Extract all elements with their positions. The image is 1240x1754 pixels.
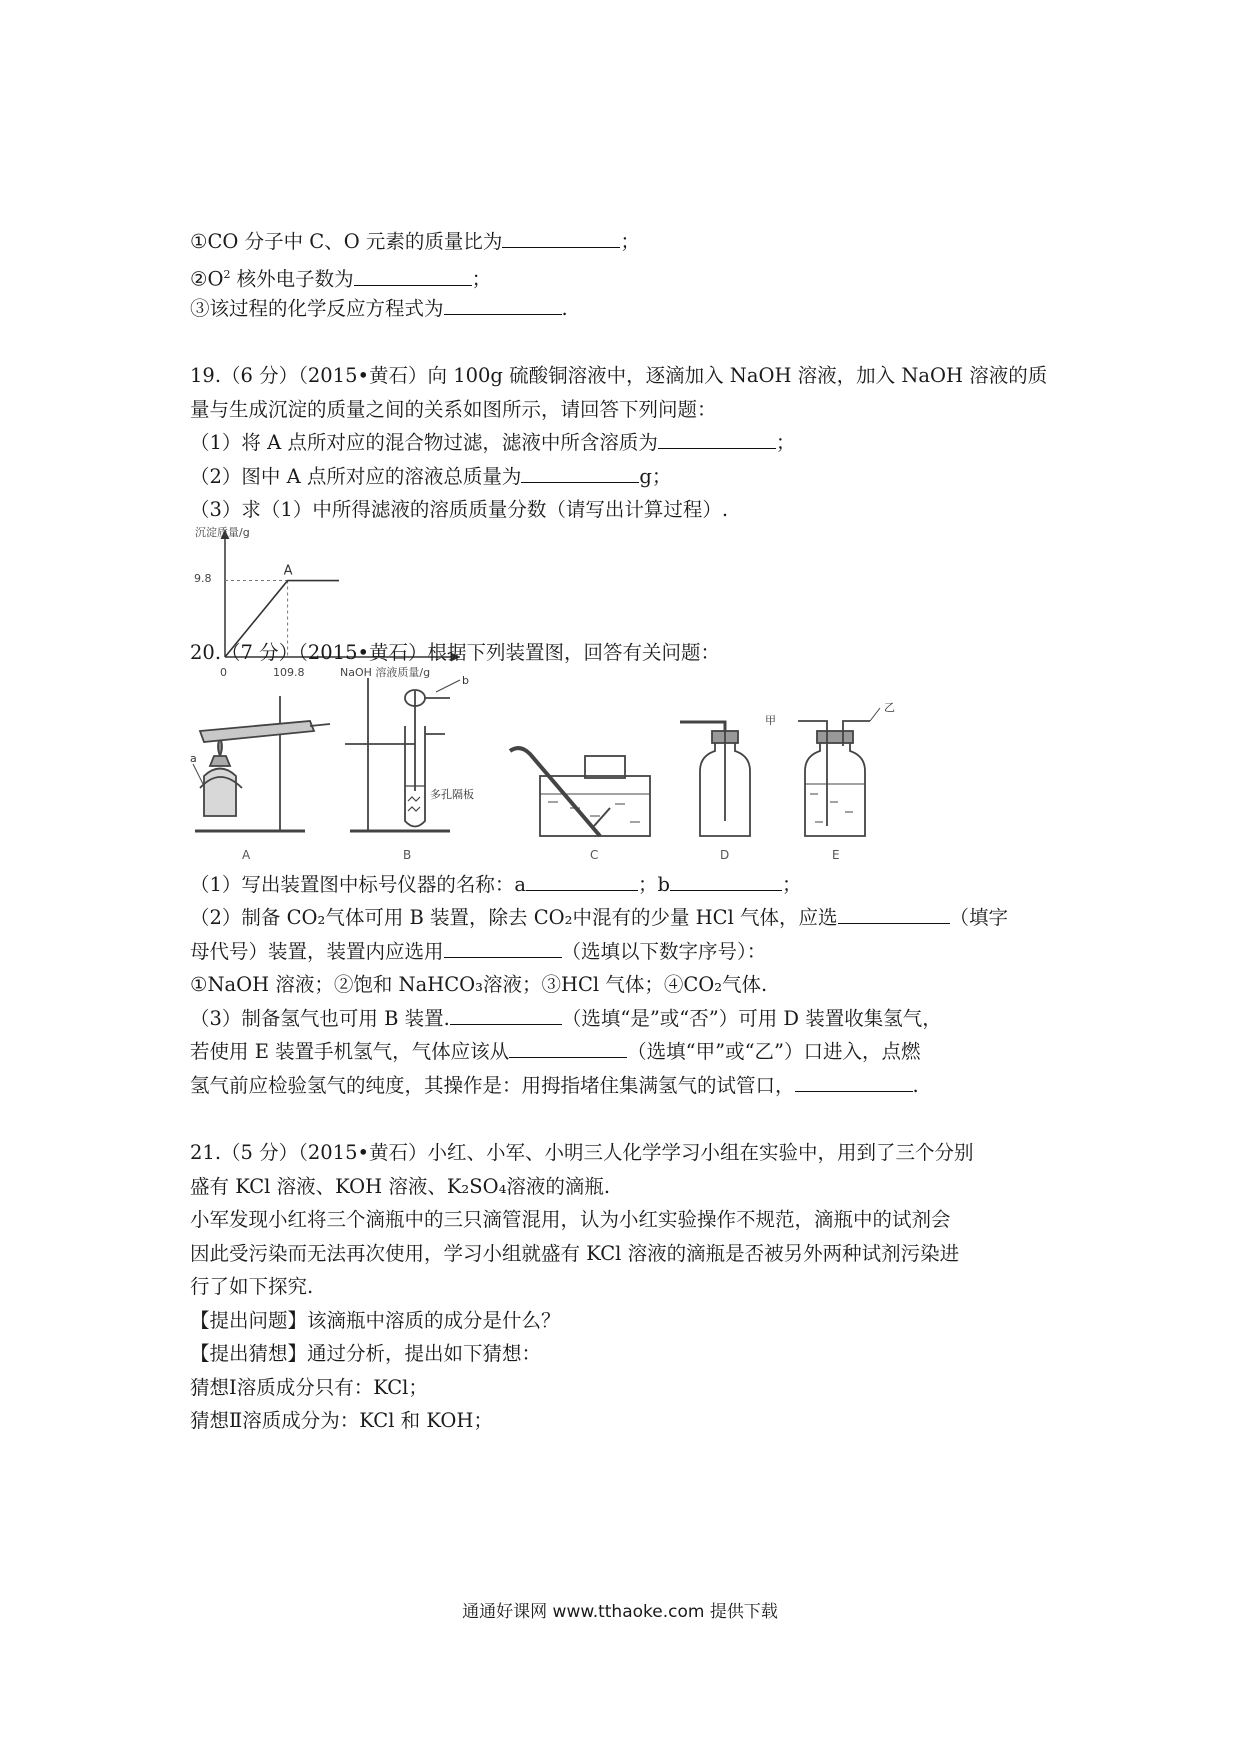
answer-blank[interactable] [502, 227, 620, 248]
label-plate: 多孔隔板 [430, 788, 474, 801]
q19-stem-line-1: 19.（6 分）（2015•黄石）向 100g 硫酸铜溶液中，逐滴加入 NaOH 溶液，加入 NaOH 溶液的质 [190, 364, 1048, 387]
answer-blank[interactable] [444, 294, 562, 315]
answer-blank[interactable] [354, 265, 472, 286]
q21-line-4: 因此受污染而无法再次使用，学习小组就盛有 KCl 溶液的滴瓶是否被另外两种试剂污染进 [190, 1242, 960, 1265]
q21-line-7: 【提出猜想】通过分析，提出如下猜想： [190, 1342, 542, 1365]
apparatus-label-e: E [832, 848, 840, 862]
answer-blank[interactable] [444, 937, 562, 958]
apparatus-e [798, 708, 880, 836]
apparatus-label-b: B [403, 848, 412, 862]
answer-blank[interactable] [658, 428, 776, 449]
q19-part-1: （1）将 A 点所对应的混合物过滤，滤液中所含溶质为 ； [190, 428, 795, 458]
q18-item-1: ①CO 分子中 C、O 元素的质量比为 ； [190, 227, 640, 257]
q19-part-2: （2）图中 A 点所对应的溶液总质量为 g； [190, 462, 671, 492]
q20-part-2-options: ①NaOH 溶液；②饱和 NaHCO₃溶液；③HCl 气体；④CO₂气体. [190, 973, 768, 996]
q20-stem: 20.（7 分）（2015•黄石）根据下列装置图，回答有关问题： [190, 641, 720, 664]
q18-item-2: $②O^2$ 核外电子数为 ； [190, 260, 491, 295]
q19-part-3: （3）求（1）中所得滤液的溶质质量分数（请写出计算过程）. [190, 498, 729, 521]
apparatus-label-a: A [242, 848, 251, 862]
apparatus-label-c: C [590, 848, 599, 862]
answer-blank[interactable] [795, 1071, 913, 1092]
q18-item-3: ③该过程的化学反应方程式为 . [190, 294, 568, 324]
x-tick-label: 109.8 [273, 666, 305, 679]
apparatus-a [193, 696, 330, 831]
q21-line-1: 21.（5 分）（2015•黄石）小红、小军、小明三人化学学习小组在实验中，用到了三个分别 [190, 1141, 974, 1164]
q20-part-1: （1）写出装置图中标号仪器的名称：a ；b ； [190, 870, 802, 900]
q20-part-3-line-3: 氢气前应检验氢气的纯度，其操作是：用拇指堵住集满氢气的试管口， . [190, 1071, 919, 1101]
q20-part-2-line-2: 母代号）装置，装置内应选用 （选填以下数字序号）： [190, 937, 766, 967]
apparatus-d [680, 722, 750, 836]
q21-line-8: 猜想Ⅰ溶质成分只有：KCl； [190, 1376, 428, 1399]
label-yi: 乙 [884, 701, 895, 714]
apparatus-b [345, 678, 460, 831]
x-tick-origin: 0 [220, 666, 227, 679]
y-axis-label: 沉淀质量/g [195, 526, 250, 539]
q20-part-2-line-1: （2）制备 CO₂气体可用 B 装置，除去 CO₂中混有的少量 HCl 气体，应选 （填字 [190, 903, 1008, 933]
q21-line-5: 行了如下探究. [190, 1275, 314, 1298]
q20-part-3-line-2: 若使用 E 装置手机氢气，气体应该从 （选填“甲”或“乙”）口进入，点燃 [190, 1037, 921, 1067]
x-axis-label: NaOH 溶液质量/g [340, 666, 431, 679]
label-b: b [462, 676, 469, 687]
point-a-label: A [283, 563, 293, 579]
answer-blank[interactable] [450, 1004, 562, 1025]
apparatus-label-d: D [720, 848, 730, 862]
answer-blank[interactable] [509, 1037, 627, 1058]
label-a: a [190, 752, 197, 765]
answer-blank-a[interactable] [526, 870, 638, 891]
q21-line-9: 猜想Ⅱ溶质成分为：KCl 和 KOH； [190, 1409, 493, 1432]
q21-line-2: 盛有 KCl 溶液、KOH 溶液、K₂SO₄溶液的滴瓶. [190, 1175, 611, 1198]
apparatus-c [510, 748, 650, 836]
q21-line-6: 【提出问题】该滴瓶中溶质的成分是什么？ [190, 1309, 561, 1332]
y-tick-label: 9.8 [194, 572, 212, 585]
apparatus-figure [190, 676, 970, 871]
q19-stem-line-2: 量与生成沉淀的质量之间的关系如图所示，请回答下列问题： [190, 398, 717, 421]
page-footer: 通通好课网 www.tthaoke.com 提供下载 [462, 1602, 778, 1622]
answer-blank[interactable] [521, 462, 639, 483]
q21-line-3: 小军发现小红将三个滴瓶中的三只滴管混用，认为小红实验操作不规范，滴瓶中的试剂会 [190, 1208, 951, 1231]
label-jia: 甲 [765, 714, 776, 727]
q20-part-3-line-1: （3）制备氢气也可用 B 装置. （选填“是”或“否”）可用 D 装置收集氢气， [190, 1004, 942, 1034]
answer-blank-b[interactable] [670, 870, 782, 891]
answer-blank[interactable] [838, 903, 950, 924]
